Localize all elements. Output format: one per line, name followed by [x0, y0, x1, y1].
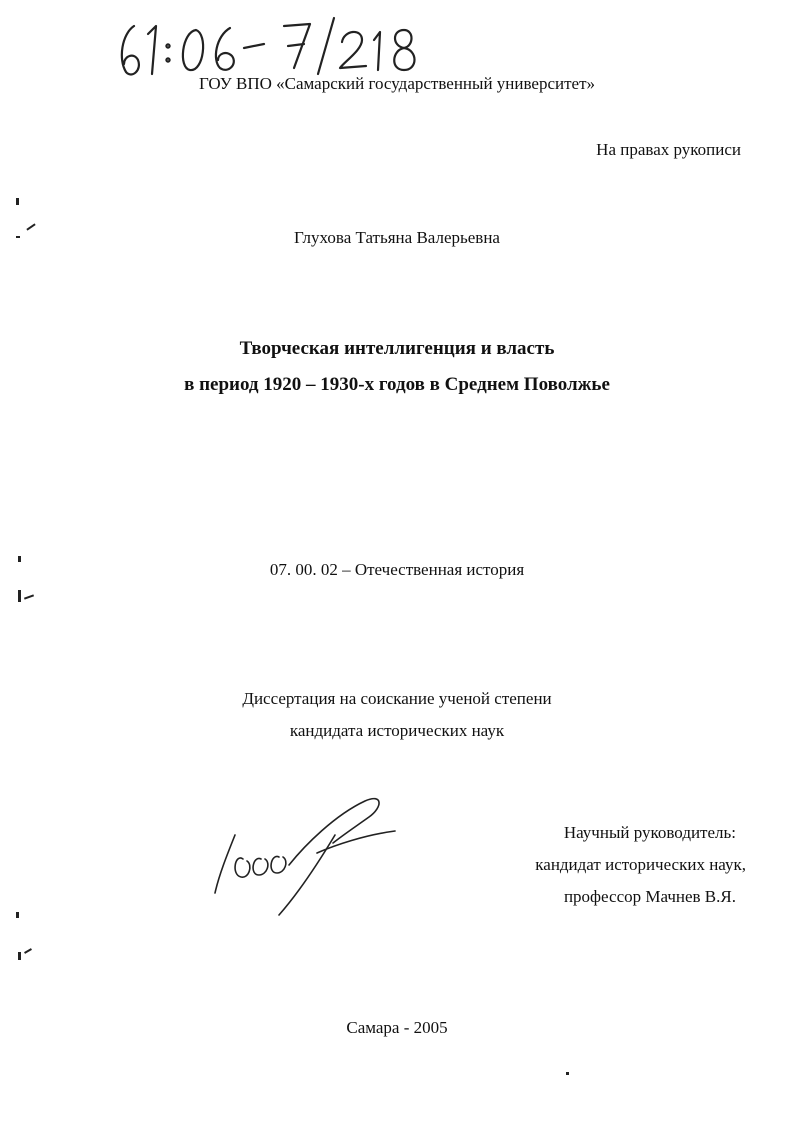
advisor-label: Научный руководитель: — [563, 823, 736, 842]
scan-mark — [24, 594, 34, 599]
scan-mark — [566, 1072, 569, 1075]
scan-mark — [16, 198, 19, 205]
scan-mark — [24, 948, 32, 954]
signature — [205, 795, 405, 920]
handwritten-archive-code — [112, 4, 442, 84]
scan-mark — [16, 912, 19, 918]
dissertation-purpose-line-2: кандидата исторических наук — [289, 721, 505, 740]
institution-name: ГОУ ВПО «Самарский государственный университет» — [198, 74, 596, 93]
dissertation-title-line-2: в период 1920 – 1930-х годов в Среднем Поволжье — [184, 374, 610, 395]
dissertation-title-line-1: Творческая интеллигенция и власть — [239, 338, 555, 359]
dissertation-purpose-line-1: Диссертация на соискание ученой степени — [242, 689, 552, 708]
scan-mark — [18, 590, 21, 602]
advisor-name: профессор Мачнев В.Я. — [563, 887, 736, 906]
scan-mark — [16, 236, 20, 238]
place-and-year: Самара - 2005 — [346, 1018, 448, 1037]
scan-mark — [18, 952, 21, 960]
author-name: Глухова Татьяна Валерьевна — [294, 228, 500, 247]
scan-mark — [18, 556, 21, 562]
advisor-degree: кандидат исторических наук, — [535, 855, 746, 874]
specialty-code: 07. 00. 02 – Отечественная история — [269, 560, 525, 579]
rights-note: На правах рукописи — [596, 140, 741, 159]
